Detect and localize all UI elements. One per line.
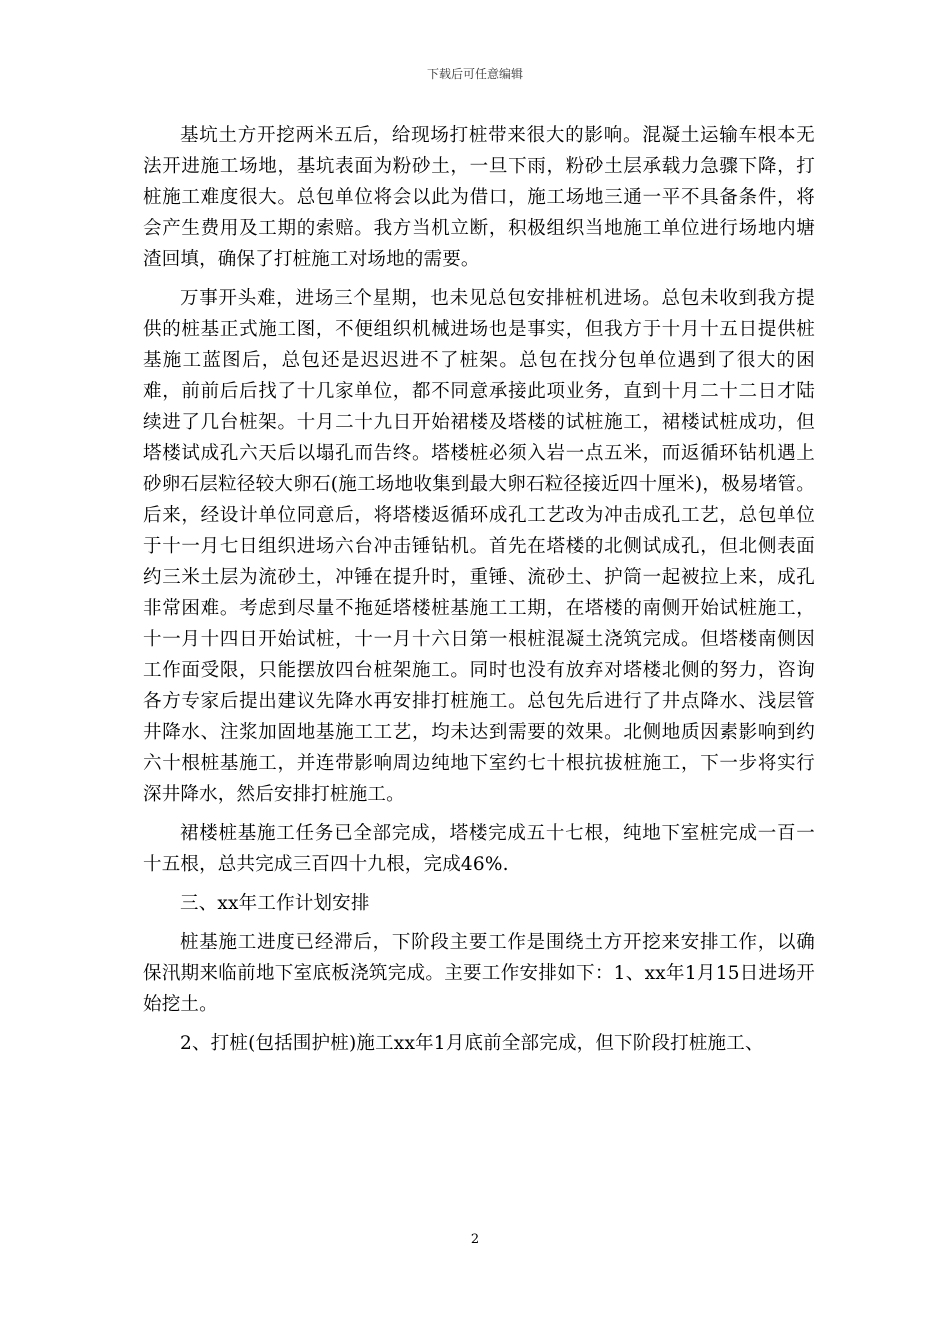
document-body [143, 120, 815, 1067]
paragraph-site-backfill: 基坑土方开挖两米五后，给现场打桩带来很大的影响。混凝土运输车根本无法开进施工场地，基坑表面为粉砂土，一旦下雨，粉砂土层承载力急骤下降，打桩施工难度很大。总包单位将会以此为借口，施工场地三通一平不具备条件，将会产生费用及工期的索赔。我方当机立断，积极组织当地施工单位进行场地内塘渣回填，确保了打桩施工对场地的需要。 [143, 125, 815, 270]
paragraph-plan-item-2: 2、打桩(包括围护桩)施工xx年1月底前全部完成，但下阶段打桩施工、 [180, 1033, 764, 1054]
paragraph-work-plan: 桩基施工进度已经滞后，下阶段主要工作是围绕土方开挖来安排工作，以确保汛期来临前地下室底板浇筑完成。主要工作安排如下：1、xx年1月15日进场开始挖土。 [143, 932, 815, 1015]
section-heading-work-plan: 三、xx年工作计划安排 [180, 893, 370, 914]
page-header: 下载后可任意编辑 [426, 67, 523, 81]
paragraph-completion-status: 裙楼桩基施工任务已全部完成，塔楼完成五十七根，纯地下室桩完成一百一十五根，总共完成三百四十九根，完成46%. [143, 823, 815, 875]
paragraph-piling-progress: 万事开头难，进场三个星期，也未见总包安排桩机进场。总包未收到我方提供的桩基正式施工图，不便组织机械进场也是事实，但我方于十月十五日提供桩基施工蓝图后，总包还是迟迟进不了桩架。总包在找分包单位遇到了很大的困难，前前后后找了十几家单位，都不同意承接此项业务，直到十月二十二日才陆续进了几台桩架。十月二十九日开始裙楼及塔楼的试桩施工，裙楼试桩成功，但塔楼试成孔六天后以塌孔而告终。塔楼桩必须入岩一点五米，而返循环钻机遇上砂卵石层粒径较大卵石(施工场地收集到最大卵石粒径接近四十厘米)，极易堵管。后来，经设计单位同意后，将塔楼返循环成孔工艺改为冲击成孔工艺，总包单位于十一月七日组织进场六台冲击锤钻机。首先在塔楼的北侧试成孔，但北侧表面约三米土层为流砂土，冲锤在提升时，重锤、流砂土、护筒一起被拉上来，成孔非常困难。考虑到尽量不拖延塔楼桩基施工工期，在塔楼的南侧开始试桩施工，十一月十四日开始试桩，十一月十六日第一根桩混凝土浇筑完成。但塔楼南侧因工作面受限，只能摆放四台桩架施工。同时也没有放弃对塔楼北侧的努力，咨询各方专家后提出建议先降水再安排打桩施工。总包先后进行了井点降水、浅层管井降水、注浆加固地基施工工艺，均未达到需要的效果。北侧地质因素影响到约六十根桩基施工，并连带影响周边纯地下室约七十根抗拔桩施工，下一步将实行深井降水，然后安排打桩施工。 [143, 288, 815, 805]
page-number: 2 [470, 1232, 480, 1247]
